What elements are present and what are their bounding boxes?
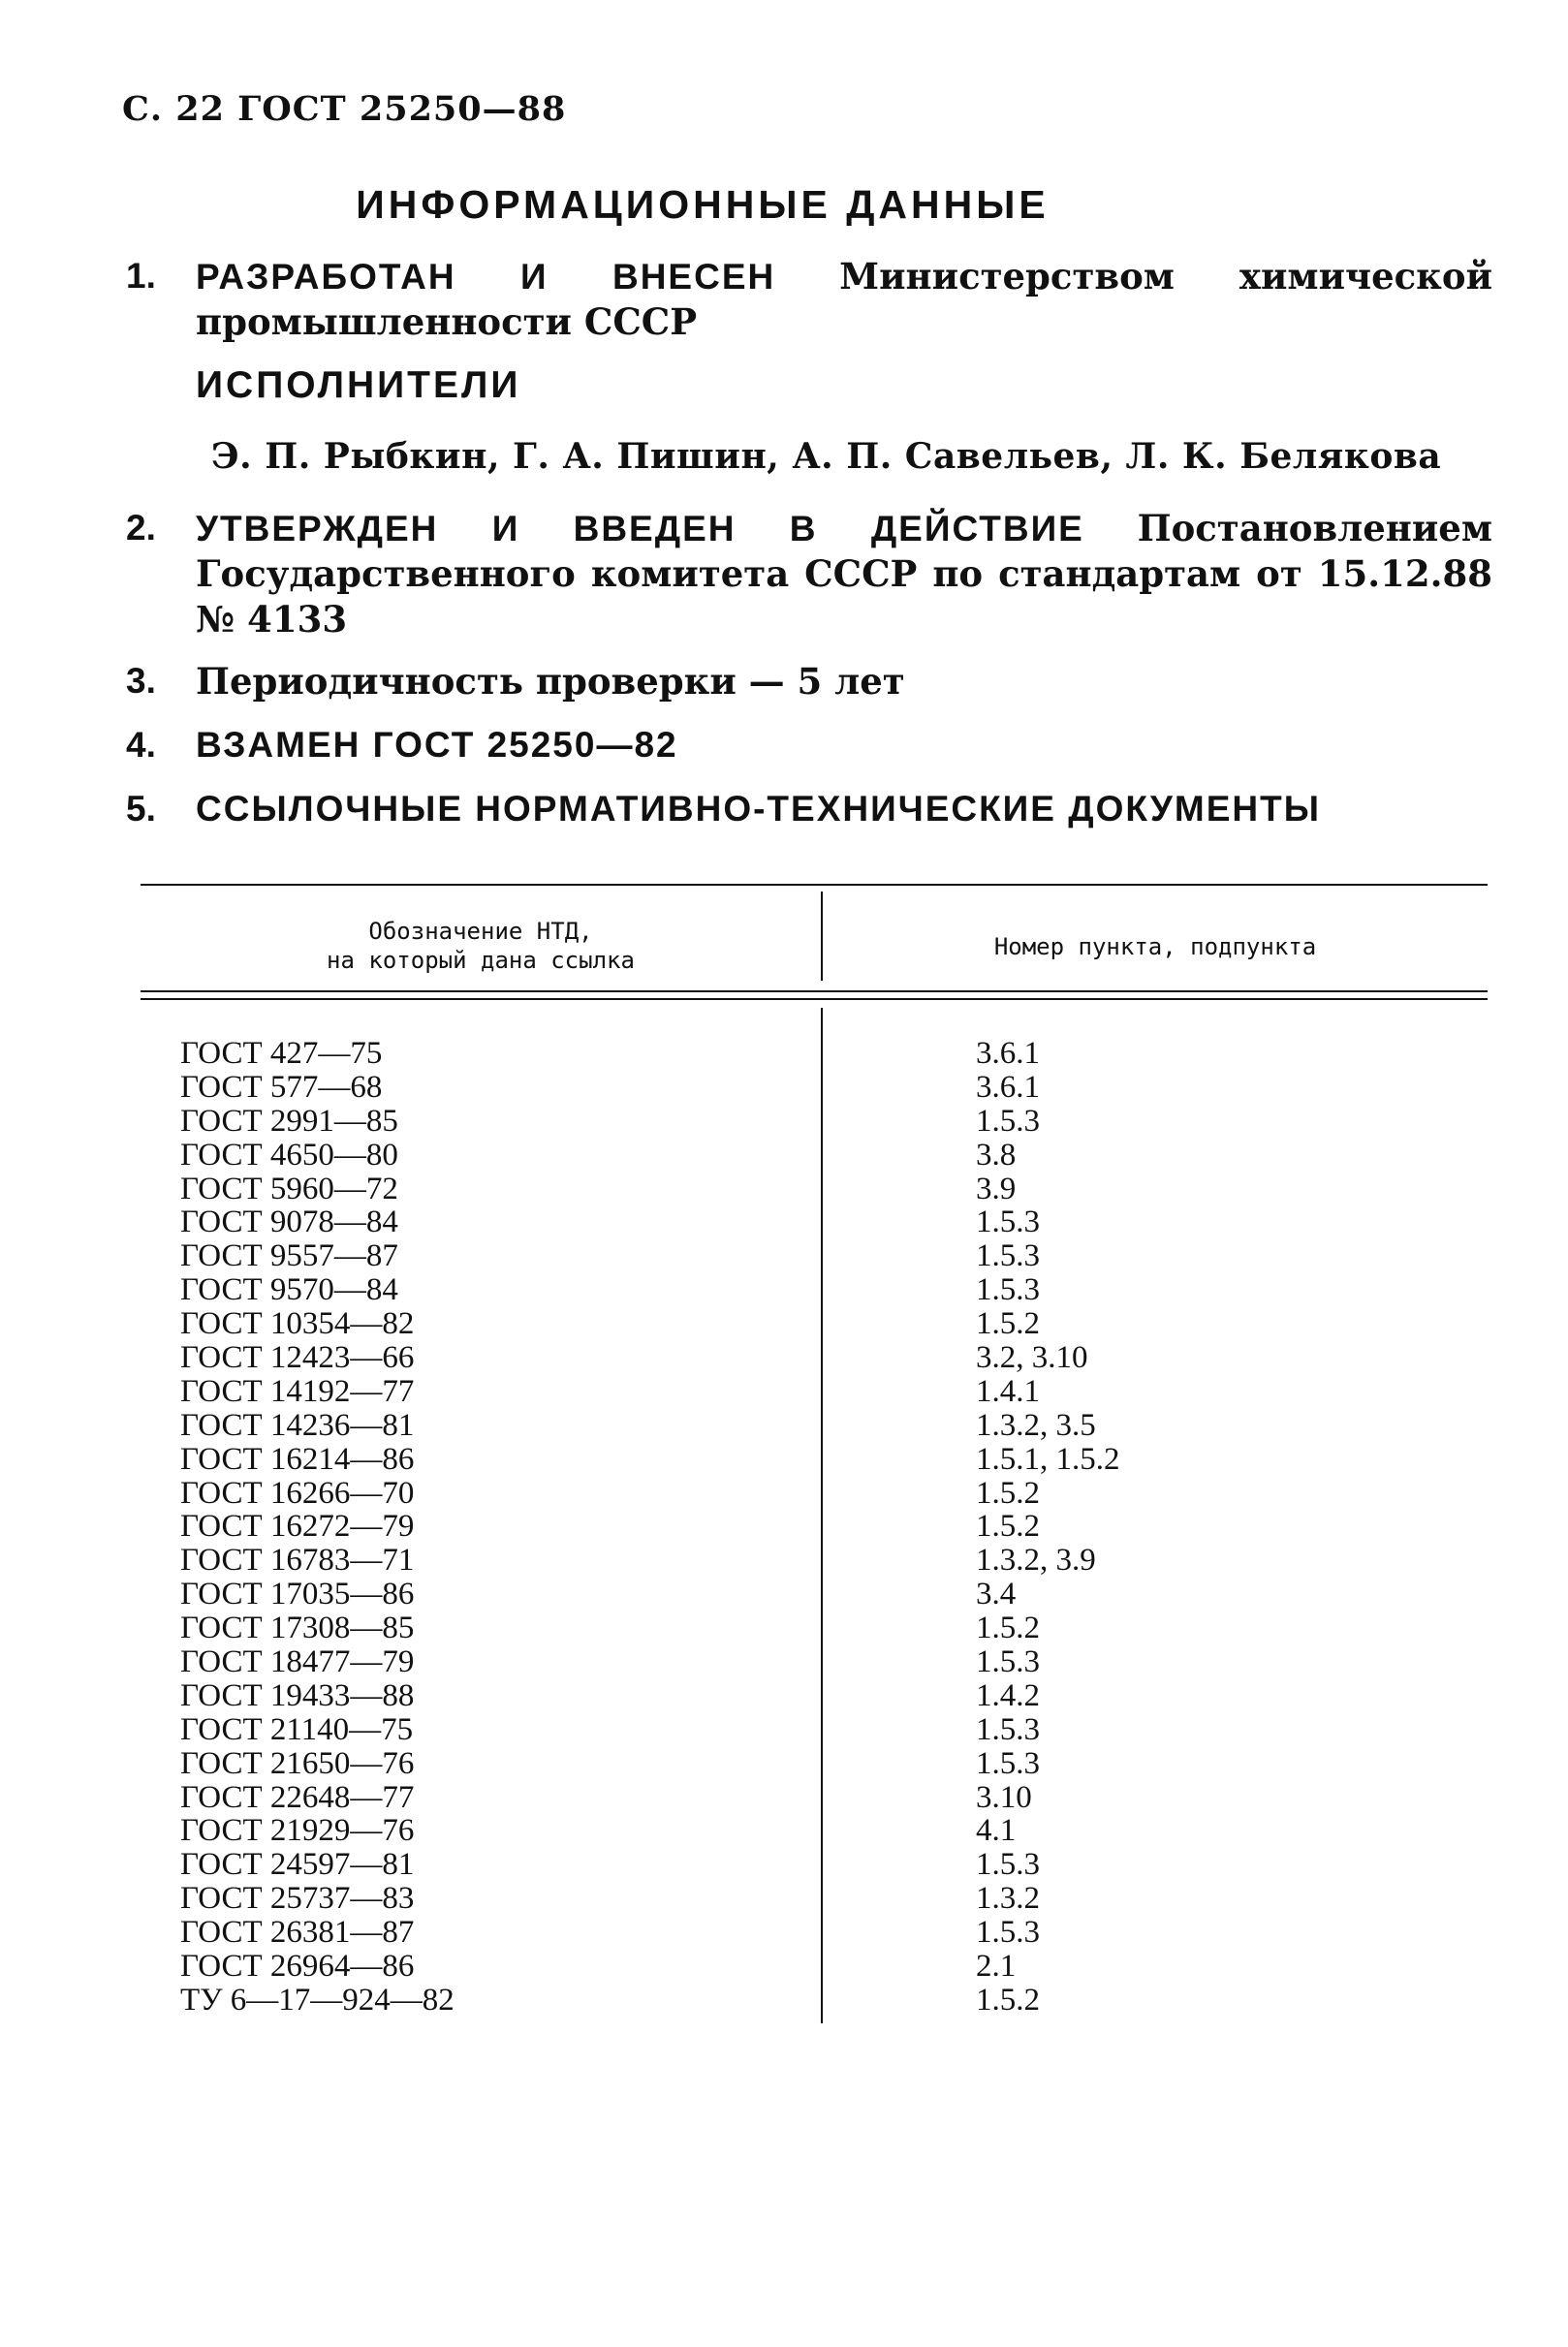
col-header-clause: Номер пункта, подпункта	[993, 933, 1317, 960]
table-cell-document: ГОСТ 26964—86	[180, 1949, 415, 1985]
table-cell-clause: 3.2, 3.10	[976, 1340, 1088, 1376]
page-header: С. 22 ГОСТ 25250—88	[122, 89, 567, 129]
table-cell-clause: 3.4	[976, 1577, 1017, 1612]
info-item-5	[126, 787, 1492, 831]
table-cell-clause: 1.5.1, 1.5.2	[976, 1441, 1120, 1477]
table-cell-document: ГОСТ 17308—85	[180, 1611, 415, 1646]
table-cell-clause: 1.5.3	[976, 1205, 1040, 1240]
table-cell-document: ГОСТ 2991—85	[180, 1103, 398, 1139]
col-header-document-line2: на который дана ссылка	[327, 947, 635, 974]
table-cell-document: ГОСТ 21650—76	[180, 1745, 415, 1781]
item-lead: ССЫЛОЧНЫЕ НОРМАТИВНО-ТЕХНИЧЕСКИЕ ДОКУМЕНТЫ	[196, 789, 1321, 829]
table-cell-clause: 1.3.2, 3.5	[976, 1407, 1096, 1443]
table-cell-clause: 1.5.3	[976, 1847, 1040, 1883]
item-body	[196, 506, 1492, 642]
item-lead: УТВЕРЖДЕН И ВВЕДЕН В ДЕЙСТВИЕ	[196, 509, 1084, 548]
performers-names: Э. П. Рыбкин, Г. А. Пишин, А. П. Савельев, Л. К. Белякова	[211, 436, 1442, 477]
table-cell-document: ГОСТ 17035—86	[180, 1577, 415, 1612]
table-cell-document: ГОСТ 10354—82	[180, 1306, 415, 1342]
table-cell-clause: 1.5.3	[976, 1238, 1040, 1274]
table-cell-clause: 1.5.2	[976, 1475, 1040, 1511]
table-cell-document: ГОСТ 18477—79	[180, 1644, 415, 1680]
table-cell-clause: 1.5.2	[976, 1982, 1040, 2018]
info-item-1	[126, 254, 1492, 345]
table-cell-document: ГОСТ 16272—79	[180, 1509, 415, 1545]
table-cell-clause: 1.5.3	[976, 1103, 1040, 1139]
info-item-3	[126, 659, 1492, 704]
table-cell-clause: 1.5.3	[976, 1711, 1040, 1747]
table-cell-document: ГОСТ 16214—86	[180, 1441, 415, 1477]
table-cell-clause: 1.5.3	[976, 1915, 1040, 1951]
item-lead: ВЗАМЕН ГОСТ 25250—82	[196, 725, 678, 765]
table-cell-document: ГОСТ 21929—76	[180, 1813, 415, 1849]
table-cell-clause: 3.9	[976, 1171, 1017, 1206]
table-cell-clause: 3.8	[976, 1137, 1017, 1173]
item-body	[196, 787, 1492, 831]
table-cell-clause: 1.5.3	[976, 1644, 1040, 1680]
table-cell-clause: 1.5.2	[976, 1306, 1040, 1342]
table-cell-document: ГОСТ 14192—77	[180, 1373, 415, 1409]
table-cell-document: ГОСТ 427—75	[180, 1036, 383, 1071]
table-cell-document: ГОСТ 14236—81	[180, 1407, 415, 1443]
table-cell-document: ТУ 6—17—924—82	[180, 1982, 455, 2018]
table-cell-document: ГОСТ 5960—72	[180, 1171, 398, 1206]
item-number: 3.	[126, 661, 156, 701]
table-cell-clause: 1.5.2	[976, 1509, 1040, 1545]
col-header-document	[141, 917, 821, 975]
table-cell-clause: 1.3.2	[976, 1881, 1040, 1917]
info-item-2	[126, 506, 1492, 642]
item-number: 5.	[126, 789, 156, 829]
table-cell-document: ГОСТ 26381—87	[180, 1915, 415, 1951]
table-cell-document: ГОСТ 22648—77	[180, 1779, 415, 1815]
item-text: Постановлением Государственного комитета СССР по стандартам от 15.12.88 № 4133	[196, 507, 1492, 641]
table-cell-document: ГОСТ 19433—88	[180, 1677, 415, 1713]
table-cell-clause: 3.6.1	[976, 1036, 1040, 1071]
table-cell-document: ГОСТ 16266—70	[180, 1475, 415, 1511]
clause-column	[976, 1037, 1120, 2018]
item-number: 1.	[126, 256, 156, 296]
info-item-4	[126, 723, 1492, 767]
table-cell-clause: 1.3.2, 3.9	[976, 1543, 1096, 1579]
table-cell-document: ГОСТ 9570—84	[180, 1272, 398, 1308]
table-cell-clause: 1.4.2	[976, 1677, 1040, 1713]
table-cell-document: ГОСТ 9078—84	[180, 1205, 398, 1240]
item-text: Периодичность проверки — 5 лет	[196, 660, 905, 703]
table-cell-clause: 3.10	[976, 1779, 1032, 1815]
table-cell-clause: 1.5.2	[976, 1611, 1040, 1646]
table-cell-document: ГОСТ 577—68	[180, 1069, 383, 1105]
body-column-divider	[821, 1008, 823, 2023]
col-header-document-line1: Обозначение НТД,	[368, 918, 593, 945]
table-cell-clause: 4.1	[976, 1813, 1017, 1849]
performers-heading: ИСПОЛНИТЕЛИ	[196, 364, 521, 406]
table-top-rule	[141, 884, 1488, 886]
table-cell-document: ГОСТ 16783—71	[180, 1543, 415, 1579]
table-cell-clause: 1.5.3	[976, 1272, 1040, 1308]
header-double-rule-top	[141, 990, 1488, 992]
item-body	[196, 659, 1492, 704]
table-cell-clause: 3.6.1	[976, 1069, 1040, 1105]
table-cell-clause: 1.5.3	[976, 1745, 1040, 1781]
item-number: 4.	[126, 725, 156, 765]
table-cell-document: ГОСТ 12423—66	[180, 1340, 415, 1376]
item-text: Министерством химической промышленности СССР	[196, 255, 1493, 343]
table-cell-document: ГОСТ 9557—87	[180, 1238, 398, 1274]
item-body	[196, 254, 1492, 345]
table-cell-clause: 1.4.1	[976, 1373, 1040, 1409]
table-cell-document: ГОСТ 25737—83	[180, 1881, 415, 1917]
section-title: ИНФОРМАЦИОННЫЕ ДАННЫЕ	[356, 182, 1050, 227]
header-double-rule-bottom	[141, 998, 1488, 1000]
item-lead: РАЗРАБОТАН И ВНЕСЕН	[196, 257, 776, 297]
table-cell-document: ГОСТ 4650—80	[180, 1137, 398, 1173]
table-cell-document: ГОСТ 21140—75	[180, 1711, 414, 1747]
table-cell-document: ГОСТ 24597—81	[180, 1847, 415, 1883]
item-body	[196, 723, 1492, 767]
table-cell-clause: 2.1	[976, 1949, 1017, 1985]
reference-table	[141, 884, 1488, 2027]
item-number: 2.	[126, 508, 156, 548]
document-column	[180, 1037, 455, 2018]
